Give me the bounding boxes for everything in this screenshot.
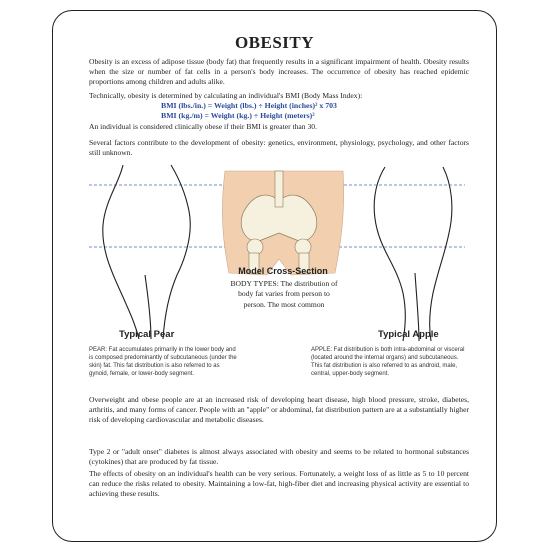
apple-label: Typical Apple xyxy=(378,329,439,340)
pear-label: Typical Pear xyxy=(119,329,175,340)
cross-section-caption: BODY TYPES: The distribution of body fat varies from person to person. The most common xyxy=(230,279,338,309)
bmi-formula-imperial: BMI (lbs./in.) = Weight (lbs.) ÷ Height (inches)² x 703 xyxy=(161,101,337,110)
body-types-figure xyxy=(53,163,498,353)
page-title: OBESITY xyxy=(234,33,315,52)
intro-paragraph: Obesity is an excess of adipose tissue (body fat) that frequently results in a significant impairment of health. Obesity results when the size or number of fat cells in a person's body increases. The occurrence of obesity has reached epidemic proportions among children and adults alike. xyxy=(89,57,469,87)
factors-paragraph: Several factors contribute to the development of obesity: genetics, environment, physiology, psychology, and other factors still unknown. xyxy=(89,138,469,158)
diabetes-paragraph: Type 2 or "adult onset" diabetes is almost always associated with obesity and seems to be related to hormonal substances (cytokines) that are produced by fat tissue. xyxy=(89,447,469,467)
cross-section-title: Model Cross-Section xyxy=(238,266,328,276)
risk-paragraph: Overweight and obese people are at an increased risk of developing heart disease, high blood pressure, stroke, diabetes, arthritis, and many forms of cancer. People with an "apple" or abdominal, fat distribution pattern are at a substantially higher risk of developing cardiovascular and metabolic diseases. xyxy=(89,395,469,425)
obesity-chart-card xyxy=(52,10,497,542)
pear-description: PEAR: Fat accumulates primarily in the lower body and is composed predominantly of subcutaneous (under the skin) fat. This fat distribution is also referred to as gynoid, female, or lower-body segment. xyxy=(89,347,237,377)
pear-body-outline xyxy=(103,165,190,339)
effects-paragraph: The effects of obesity on an individual's health can be very serious. Fortunately, a weight loss of as little as 5 to 10 percent can reduce the risks related to obesity. Maintaining a low-fat, high-fiber diet and increasing physical activity are essential to achieving these results. xyxy=(89,469,469,499)
bmi-formula-metric: BMI (kg./m) = Weight (kg.) ÷ Height (meters)² xyxy=(161,111,315,120)
cross-section-model xyxy=(222,171,343,275)
bmi-intro: Technically, obesity is determined by calculating an individual's BMI (Body Mass Index): xyxy=(89,91,363,100)
apple-body-outline xyxy=(374,167,452,341)
clinical-obesity-note: An individual is considered clinically obese if their BMI is greater than 30. xyxy=(89,122,317,131)
apple-description: APPLE: Fat distribution is both intra-abdominal or visceral (located around the internal organs) and subcutaneous. This fat distribution is also referred to as android, male, central, upper-body segment. xyxy=(311,347,465,377)
